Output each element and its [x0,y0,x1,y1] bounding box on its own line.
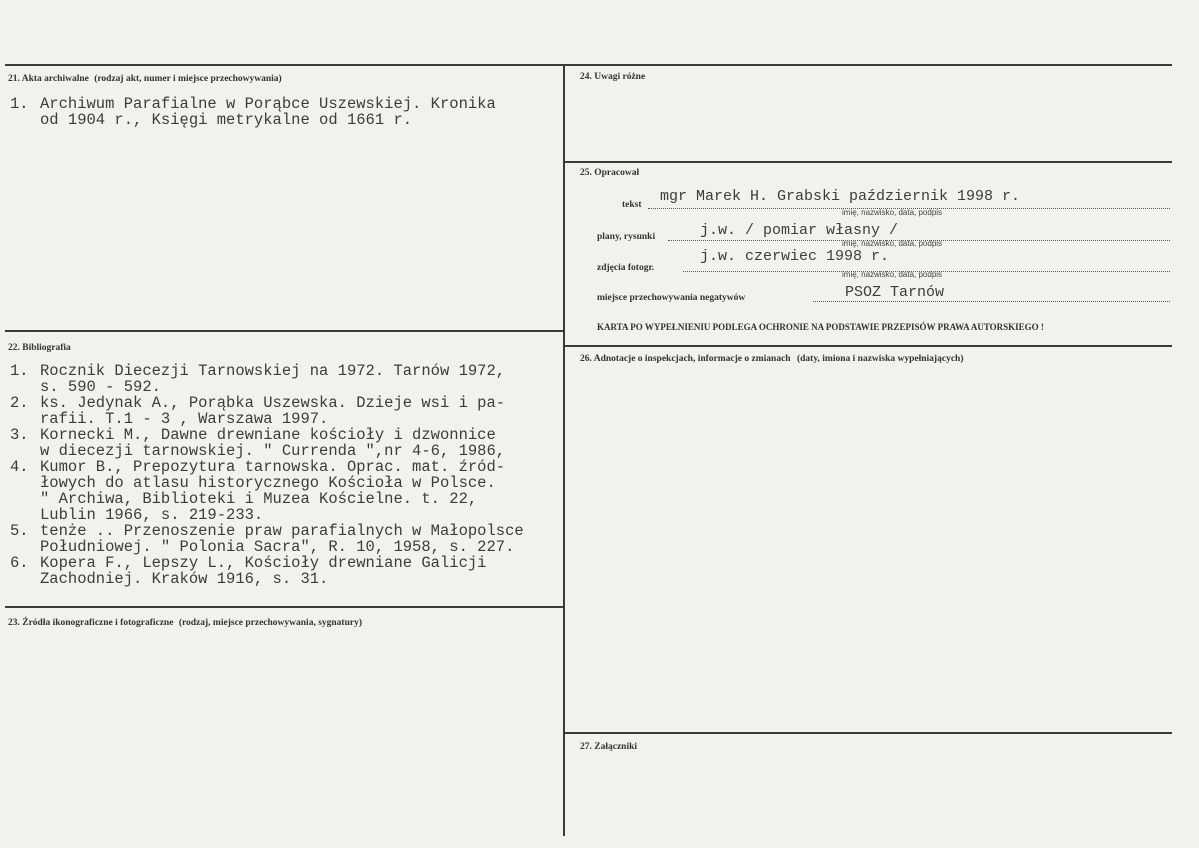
section-25-title: 25. Opracował [580,168,640,178]
list-item [8,96,568,128]
list-item-text: Rocznik Diecezji Tarnowskiej na 1972. Tarnów 1972, s. 590 - 592. [40,362,506,396]
plany-caption: imię, nazwisko, data, podpis [842,239,943,248]
list-item [8,395,568,427]
list-item-number: 6. [10,554,29,572]
section-26-subtitle: (daty, imiona i nazwiska wypełniających) [796,354,964,364]
list-item-text: Kornecki M., Dawne drewniane kościoły i dzwonnice w diecezji tarnowskiej. " Currenda ",nr 4-6, 1986, [40,426,506,460]
zdjecia-label: zdjęcia fotogr. [597,263,655,273]
rule-22-23 [5,606,564,608]
zdjecia-caption: imię, nazwisko, data, podpis [842,270,943,279]
section-23-header [8,618,362,628]
tekst-value: mgr Marek H. Grabski październik 1998 r. [660,188,1021,205]
list-item-text: Kopera F., Lepszy L., Kościoły drewniane Galicji Zachodniej. Kraków 1916, s. 31. [40,554,487,588]
copyright-notice: KARTA PO WYPEŁNIENIU PODLEGA OCHRONIE NA PODSTAWIE PRZEPISÓW PRAWA AUTORSKIEGO ! [597,322,1044,332]
section-21-title: 21. Akta archiwalne [8,74,89,84]
list-item [8,363,568,395]
rule-24-25 [564,161,1172,163]
list-item [8,459,568,523]
list-item-number: 1. [10,362,29,380]
miejsce-dotted-line [813,301,1170,302]
section-26-title: 26. Adnotacje o inspekcjach, informacje o zmianach [580,354,791,364]
list-item-number: 2. [10,394,29,412]
rule-21-22 [5,330,564,332]
miejsce-label: miejsce przechowywania negatywów [597,293,746,303]
list-item-number: 5. [10,522,29,540]
tekst-caption: imię, nazwisko, data, podpis [842,208,943,217]
section-27-title: 27. Załączniki [580,742,638,752]
plany-value: j.w. / pomiar własny / [700,222,899,239]
top-rule [5,64,1172,66]
rule-26-27 [564,732,1172,734]
list-item-text: tenże .. Przenoszenie praw parafialnych w Małopolsce Południowej. " Polonia Sacra", R. 10, 1958, s. 227. [40,522,524,556]
list-item-number: 3. [10,426,29,444]
section-21-header [8,74,282,84]
section-24-title: 24. Uwagi różne [580,72,646,82]
list-item-text: ks. Jedynak A., Porąbka Uszewska. Dzieje wsi i pa- rafii. T.1 - 3 , Warszawa 1997. [40,394,506,428]
list-item-number: 1. [10,95,29,113]
list-item [8,523,568,555]
section-23-title: 23. Źródła ikonograficzne i fotograficzne [8,618,174,628]
section-21-list [8,96,568,128]
section-21-subtitle: (rodzaj akt, numer i miejsce przechowywania) [94,74,282,84]
section-22-list [8,363,568,587]
plany-label: plany, rysunki [597,232,656,242]
section-23-subtitle: (rodzaj, miejsce przechowywania, sygnatury) [178,618,363,628]
list-item [8,427,568,459]
rule-25-26 [564,345,1172,347]
list-item-number: 4. [10,458,29,476]
tekst-label: tekst [622,200,642,210]
zdjecia-value: j.w. czerwiec 1998 r. [700,248,890,265]
list-item-text: Archiwum Parafialne w Porąbce Uszewskiej. Kronika od 1904 r., Księgi metrykalne od 1661 r. [40,95,496,129]
section-22-title: 22. Bibliografia [8,343,71,353]
list-item-text: Kumor B., Prepozytura tarnowska. Oprac. mat. źród- łowych do atlasu historycznego Kościoła w Polsce. " Archiwa, Biblioteki i Muzea Kościelne. t. 22, Lublin 1966, s. 219-233. [40,458,506,524]
list-item [8,555,568,587]
section-26-header [580,354,963,364]
miejsce-value: PSOZ Tarnów [845,284,945,301]
